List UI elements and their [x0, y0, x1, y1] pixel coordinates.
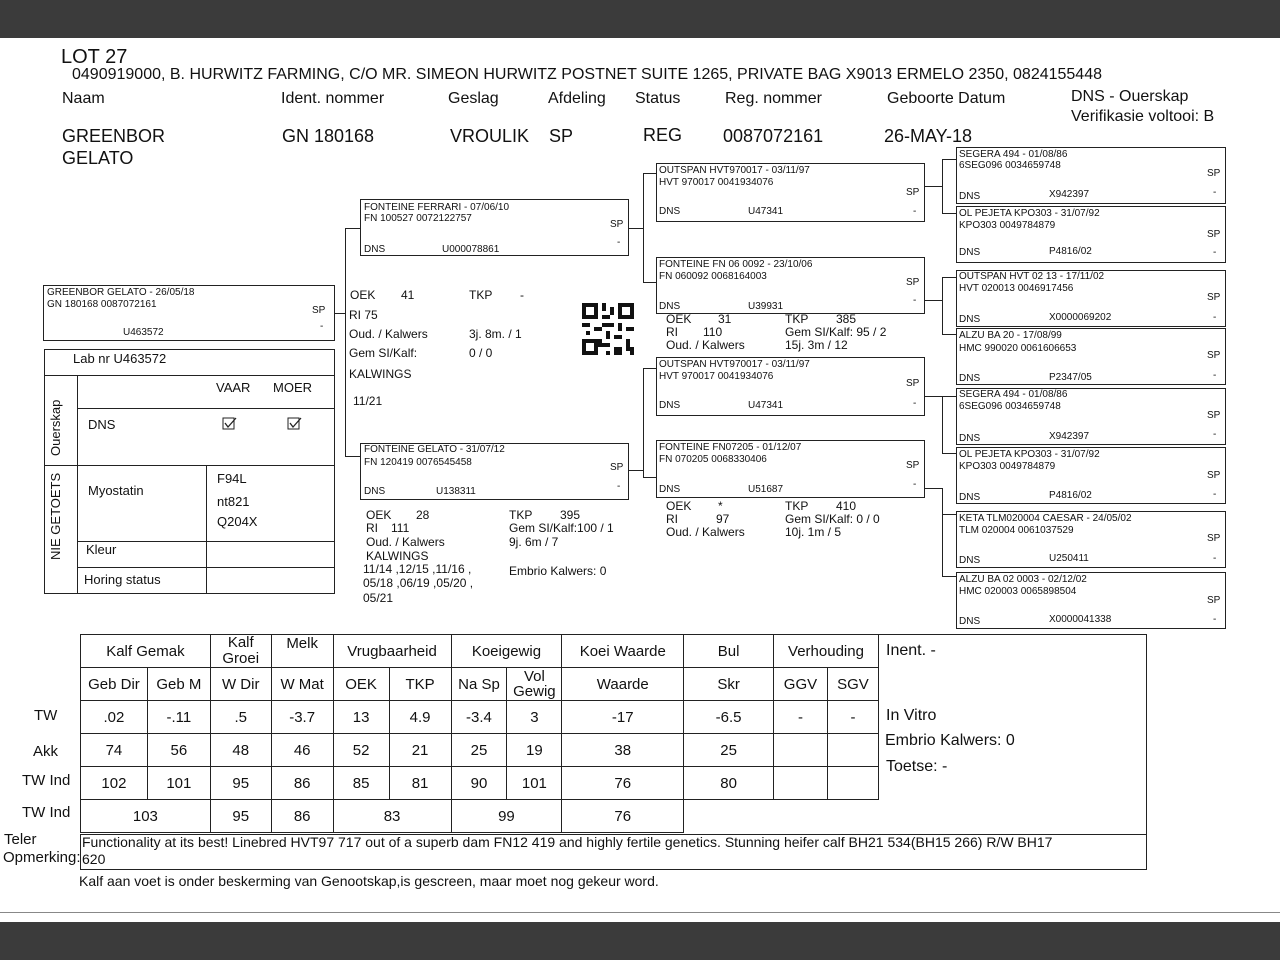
animal-geslag: VROULIK	[450, 126, 530, 146]
ggp-card-2	[956, 206, 1226, 263]
ggp-4-dash: -	[1213, 370, 1217, 381]
group-kalf-groei: Kalf Groei	[210, 635, 271, 668]
ggp-3-dns: DNS	[959, 314, 981, 325]
ggp-1-sp: SP	[1207, 168, 1221, 179]
myostatin-q204x: Q204X	[217, 514, 258, 529]
subject-oud-label: Oud. / Kalwers	[349, 327, 428, 341]
dam-oud-value: 9j. 6m / 7	[509, 535, 559, 549]
ggp-5-sp: SP	[1207, 410, 1221, 421]
dd-gem: Gem SI/Kalf: 0 / 0	[785, 512, 880, 526]
subject-kalwings-list: 11/21	[353, 394, 383, 408]
gp-ds-title: OUTSPAN HVT970017 - 03/11/97	[659, 359, 810, 370]
remarks-text-line2: 620	[82, 851, 106, 867]
lab-number: Lab nr U463572	[73, 351, 167, 366]
grandparent-card-ds	[656, 357, 925, 416]
ggp-1-dns: DNS	[959, 191, 981, 202]
ggp-7-dash: -	[1213, 553, 1217, 564]
grandparent-card-ss	[656, 163, 925, 222]
ggp-1-code: X942397	[1049, 189, 1090, 200]
tw-skr: -6.5	[684, 701, 774, 734]
dam-id: FN 120419 0076545458	[364, 457, 472, 468]
table-row-twind	[81, 767, 879, 800]
header-geslag: Geslag	[448, 90, 499, 107]
remarks-label-teler: Teler	[4, 831, 37, 848]
subject-oek-label: OEK	[350, 288, 376, 302]
lab-vaar: VAAR	[216, 380, 251, 395]
akk-sgv	[827, 734, 878, 767]
lab-moer: MOER	[273, 380, 312, 395]
lab-ouerskap: Ouerskap	[48, 399, 63, 456]
ggp-8-dns: DNS	[959, 616, 981, 627]
sub-vol-gewig: Vol Gewig	[507, 668, 562, 701]
dam-dash: -	[617, 481, 621, 492]
side-embrio: Embrio Kalwers: 0	[885, 732, 1015, 749]
ggp-card-6	[956, 447, 1226, 504]
akk-skr: 25	[684, 734, 774, 767]
gp-sd-id: FN 060092 0068164003	[659, 271, 767, 282]
gp-dd-code: U51687	[748, 484, 784, 495]
animal-ident: GN 180168	[282, 126, 375, 146]
sub-na-sp: Na Sp	[451, 668, 507, 701]
subject-gem-label: Gem SI/Kalf:	[349, 346, 418, 360]
ggp-6-id: KPO303 0049784879	[959, 461, 1056, 472]
subject-card-sp: SP	[312, 305, 326, 316]
dd-oek-label: OEK	[666, 499, 692, 513]
twind-waarde: 76	[562, 767, 684, 800]
gp-dd-dns: DNS	[659, 484, 681, 495]
tw-tkp: 4.9	[389, 701, 451, 734]
gp-ss-code: U47341	[748, 206, 784, 217]
footer-divider	[0, 912, 1280, 913]
gp-ss-id: HVT 970017 0041934076	[659, 177, 774, 188]
ggp-card-3	[956, 270, 1226, 327]
ggp-2-code: P4816/02	[1049, 246, 1092, 257]
genetics-table	[80, 634, 879, 833]
header-dns: DNS - Ouerskap	[1071, 88, 1189, 105]
akk-geb-dir: 74	[81, 734, 148, 767]
twind2-vrugbaarheid: 83	[333, 800, 451, 833]
sire-dash: -	[617, 237, 621, 248]
sub-waarde: Waarde	[562, 668, 684, 701]
sd-ri-value: 110	[703, 325, 723, 339]
rowlabel-twind: TW Ind	[22, 772, 71, 789]
ggp-3-title: OUTSPAN HVT 02 13 - 17/11/02	[959, 271, 1105, 282]
gp-dd-id: FN 070205 0068330406	[659, 454, 767, 465]
sire-dns: DNS	[364, 244, 386, 255]
ggp-5-dash: -	[1213, 429, 1217, 440]
ggp-2-sp: SP	[1207, 229, 1221, 240]
ggp-card-4	[956, 328, 1226, 385]
sd-tkp-value: 385	[836, 312, 857, 326]
subject-card-dash: -	[320, 321, 324, 332]
ggp-7-sp: SP	[1207, 533, 1221, 544]
dd-oud-label: Oud. / Kalwers	[666, 525, 745, 539]
sd-oud-label: Oud. / Kalwers	[666, 338, 745, 352]
animal-afdeling: SP	[549, 126, 574, 146]
ggp-6-title: OL PEJETA KPO303 - 31/07/92	[959, 449, 1100, 460]
dd-ri-label: RI	[666, 512, 678, 526]
sire-card	[360, 199, 629, 256]
dam-kalwings-label: KALWINGS	[366, 549, 429, 563]
twind-w-dir: 95	[210, 767, 271, 800]
tw-oek: 13	[333, 701, 389, 734]
dd-tkp-value: 410	[836, 499, 857, 513]
dam-tkp-value: 395	[560, 508, 581, 522]
rowlabel-akk: Akk	[33, 743, 59, 760]
lab-dns: DNS	[88, 417, 116, 432]
twind-sgv	[827, 767, 878, 800]
ggp-4-code: P2347/05	[1049, 372, 1092, 383]
sire-sp: SP	[610, 219, 624, 230]
header-naam: Naam	[62, 90, 105, 107]
header-status: Status	[635, 90, 681, 107]
header-reg: Reg. nommer	[725, 90, 822, 107]
sire-id: FN 100527 0072122757	[364, 213, 472, 224]
gp-ds-id: HVT 970017 0041934076	[659, 371, 774, 382]
sd-gem: Gem SI/Kalf: 95 / 2	[785, 325, 887, 339]
dd-oek-value: *	[718, 499, 723, 513]
sub-oek: OEK	[333, 668, 389, 701]
ggp-1-title: SEGERA 494 - 01/08/86	[959, 149, 1068, 160]
subject-card	[43, 285, 335, 341]
side-inent: Inent. -	[886, 642, 936, 659]
sd-ri-label: RI	[666, 325, 678, 339]
ggp-7-id: TLM 020004 0061037529	[959, 525, 1074, 536]
lab-nie-getoets: NIE GETOETS	[48, 472, 63, 560]
akk-ggv	[773, 734, 827, 767]
akk-tkp: 21	[389, 734, 451, 767]
header-ident: Ident. nommer	[281, 90, 385, 107]
tw-w-dir: .5	[210, 701, 271, 734]
gp-ss-title: OUTSPAN HVT970017 - 03/11/97	[659, 165, 810, 176]
ggp-6-sp: SP	[1207, 470, 1221, 481]
ggp-2-title: OL PEJETA KPO303 - 31/07/92	[959, 208, 1100, 219]
lot-number: LOT 27	[61, 46, 128, 68]
ggp-8-sp: SP	[1207, 595, 1221, 606]
ggp-4-sp: SP	[1207, 350, 1221, 361]
dam-embrio: Embrio Kalwers: 0	[509, 564, 607, 578]
twind-skr: 80	[684, 767, 774, 800]
subject-tkp-label: TKP	[469, 288, 493, 302]
grandparent-card-sd	[656, 257, 925, 314]
ggp-6-code: P4816/02	[1049, 490, 1092, 501]
lab-horing: Horing status	[84, 572, 161, 587]
dam-code: U138311	[436, 486, 476, 497]
subject-card-code: U463572	[123, 327, 164, 338]
gp-sd-dash: -	[913, 295, 917, 306]
vaar-check-icon	[222, 417, 238, 431]
myostatin-f94l: F94L	[217, 471, 247, 486]
gp-dd-title: FONTEINE FN07205 - 01/12/07	[659, 442, 802, 453]
header-geboorte: Geboorte Datum	[887, 90, 1006, 107]
remarks-text-line1: Functionality at its best! Linebred HVT97 717 out of a superb dam FN12 419 and highly fertile genetics. Stunning heifer calf BH21 534(BH15 266) R/W BH17	[82, 834, 1053, 850]
ggp-6-dash: -	[1213, 489, 1217, 500]
dam-ri-value: 111	[391, 521, 410, 535]
sub-w-mat: W Mat	[271, 668, 333, 701]
dam-kalwings-line2: 05/18 ,06/19 ,05/20 ,	[363, 576, 474, 590]
tw-sgv: -	[827, 701, 878, 734]
twind-geb-m: 101	[147, 767, 210, 800]
tw-w-mat: -3.7	[271, 701, 333, 734]
ggp-4-dns: DNS	[959, 373, 981, 384]
twind-vol-gewig: 101	[507, 767, 562, 800]
side-in-vitro: In Vitro	[886, 707, 937, 724]
group-kalf-gemak: Kalf Gemak	[81, 635, 211, 668]
subject-gem-value: 0 / 0	[469, 346, 493, 360]
rowlabel-twind-2: TW Ind	[22, 804, 71, 821]
sub-ggv: GGV	[773, 668, 827, 701]
sire-code: U000078861	[442, 244, 500, 255]
akk-waarde: 38	[562, 734, 684, 767]
sub-tkp: TKP	[389, 668, 451, 701]
group-verhouding: Verhouding	[773, 635, 878, 668]
ggp-5-id: 6SEG096 0034659748	[959, 401, 1061, 412]
twind-geb-dir: 102	[81, 767, 148, 800]
subject-card-title: GREENBOR GELATO - 26/05/18	[47, 287, 195, 298]
ggp-8-id: HMC 020003 0065898504	[959, 586, 1077, 597]
ggp-1-dash: -	[1213, 187, 1217, 198]
animal-name-line1: GREENBOR	[62, 126, 166, 146]
header-afdeling: Afdeling	[548, 90, 606, 107]
akk-vol-gewig: 19	[507, 734, 562, 767]
top-bar	[0, 0, 1280, 38]
ggp-5-dns: DNS	[959, 433, 981, 444]
dam-oek-label: OEK	[366, 508, 392, 522]
ggp-4-title: ALZU BA 20 - 17/08/99	[959, 330, 1062, 341]
twind-tkp: 81	[389, 767, 451, 800]
gp-ds-sp: SP	[906, 378, 920, 389]
twind2-koei-waarde: 76	[562, 800, 684, 833]
group-koei-waarde: Koei Waarde	[562, 635, 684, 668]
lab-kleur: Kleur	[86, 542, 117, 557]
group-bul: Bul	[684, 635, 774, 668]
tw-geb-dir: .02	[81, 701, 148, 734]
footer-note: Kalf aan voet is onder beskerming van Genootskap,is gescreen, maar moet nog gekeur word.	[79, 873, 659, 889]
akk-oek: 52	[333, 734, 389, 767]
dam-kalwings-line1: 11/14 ,12/15 ,11/16 ,	[363, 562, 472, 576]
gp-dd-dash: -	[913, 479, 917, 490]
dam-tkp-label: TKP	[509, 508, 533, 522]
sub-geb-m: Geb M	[147, 668, 210, 701]
header-verifikasie: Verifikasie voltooi: B	[1071, 108, 1215, 125]
owner-line: 0490919000, B. HURWITZ FARMING, C/O MR. SIMEON HURWITZ POSTNET SUITE 1265, PRIVATE BAG X9013 ERMELO 2350, 0824155448	[72, 66, 1102, 83]
subject-tkp-value: -	[520, 288, 524, 302]
dam-card	[360, 443, 629, 500]
dam-oek-value: 28	[416, 508, 430, 522]
twind2-melk: 86	[271, 800, 333, 833]
bottom-bar	[0, 922, 1280, 960]
tw-na-sp: -3.4	[451, 701, 507, 734]
gp-ss-dash: -	[913, 206, 917, 217]
akk-w-dir: 48	[210, 734, 271, 767]
animal-name-line2: GELATO	[62, 148, 134, 168]
sub-w-dir: W Dir	[210, 668, 271, 701]
tw-geb-m: -.11	[147, 701, 210, 734]
ggp-8-title: ALZU BA 02 0003 - 02/12/02	[959, 574, 1087, 585]
gp-ds-code: U47341	[748, 400, 784, 411]
twind-na-sp: 90	[451, 767, 507, 800]
subject-oek-value: 41	[401, 288, 415, 302]
ggp-5-code: X942397	[1049, 431, 1090, 442]
tw-vol-gewig: 3	[507, 701, 562, 734]
moer-check-icon	[287, 417, 303, 431]
sd-oud-value: 15j. 3m / 12	[785, 338, 848, 352]
ggp-1-id: 6SEG096 0034659748	[959, 160, 1061, 171]
ggp-card-8	[956, 572, 1226, 629]
qr-code-icon	[582, 303, 634, 355]
gp-ss-sp: SP	[906, 187, 920, 198]
grandparent-card-dd	[656, 440, 925, 498]
subject-ri: RI 75	[349, 308, 378, 322]
dam-gem: Gem SI/Kalf:100 / 1	[509, 521, 614, 535]
twind-oek: 85	[333, 767, 389, 800]
dam-dns: DNS	[364, 486, 386, 497]
ggp-3-sp: SP	[1207, 292, 1221, 303]
rowlabel-tw: TW	[34, 707, 58, 724]
ggp-3-dash: -	[1213, 312, 1217, 323]
table-row-twind-2	[81, 800, 879, 833]
dam-kalwings-line3: 05/21	[363, 591, 394, 605]
gp-sd-code: U39931	[748, 301, 784, 312]
ggp-8-dash: -	[1213, 614, 1217, 625]
animal-status: REG	[643, 125, 683, 145]
ggp-7-code: U250411	[1049, 553, 1089, 564]
table-row-tw	[81, 701, 879, 734]
gp-sd-dns: DNS	[659, 301, 681, 312]
ggp-card-7	[956, 511, 1226, 568]
ggp-card-5	[956, 388, 1226, 445]
lab-myostatin: Myostatin	[88, 483, 144, 498]
gp-sd-title: FONTEINE FN 06 0092 - 23/10/06	[659, 259, 813, 270]
twind2-kalf-gemak: 103	[81, 800, 211, 833]
ggp-7-dns: DNS	[959, 555, 981, 566]
ggp-7-title: KETA TLM020004 CAESAR - 24/05/02	[959, 513, 1132, 524]
akk-na-sp: 25	[451, 734, 507, 767]
ggp-2-dns: DNS	[959, 247, 981, 258]
ggp-4-id: HMC 990020 0061606653	[959, 343, 1077, 354]
subject-card-id: GN 180168 0087072161	[47, 299, 157, 310]
twind2-koeigewig: 99	[451, 800, 562, 833]
side-toetse: Toetse: -	[886, 758, 948, 775]
dd-tkp-label: TKP	[785, 499, 809, 513]
gp-ds-dash: -	[913, 398, 917, 409]
tw-ggv: -	[773, 701, 827, 734]
dd-ri-value: 97	[716, 512, 730, 526]
sub-sgv: SGV	[827, 668, 878, 701]
myostatin-nt821: nt821	[217, 494, 250, 509]
akk-geb-m: 56	[147, 734, 210, 767]
group-vrugbaarheid: Vrugbaarheid	[333, 635, 451, 668]
group-koeigewig: Koeigewig	[451, 635, 562, 668]
sire-title: FONTEINE FERRARI - 07/06/10	[364, 202, 510, 213]
ggp-card-1	[956, 147, 1226, 204]
ggp-2-dash: -	[1213, 247, 1217, 258]
subject-kalwings-label: KALWINGS	[349, 367, 412, 381]
ggp-3-id: HVT 020013 0046917456	[959, 283, 1074, 294]
twind-w-mat: 86	[271, 767, 333, 800]
animal-reg: 0087072161	[723, 126, 824, 146]
twind-ggv	[773, 767, 827, 800]
dam-oud-label: Oud. / Kalwers	[366, 535, 445, 549]
ggp-3-code: X0000069202	[1049, 312, 1112, 323]
table-row-akk	[81, 734, 879, 767]
ggp-2-id: KPO303 0049784879	[959, 220, 1056, 231]
twind2-kalf-groei: 95	[210, 800, 271, 833]
gp-ss-dns: DNS	[659, 206, 681, 217]
animal-dob: 26-MAY-18	[884, 126, 973, 146]
ggp-8-code: X0000041338	[1049, 614, 1112, 625]
sd-oek-value: 31	[718, 312, 732, 326]
ggp-6-dns: DNS	[959, 492, 981, 503]
gp-dd-sp: SP	[906, 460, 920, 471]
ggp-5-title: SEGERA 494 - 01/08/86	[959, 389, 1068, 400]
tw-waarde: -17	[562, 701, 684, 734]
sub-geb-dir: Geb Dir	[81, 668, 148, 701]
dam-title: FONTEINE GELATO - 31/07/12	[364, 444, 505, 455]
akk-w-mat: 46	[271, 734, 333, 767]
gp-ds-dns: DNS	[659, 400, 681, 411]
group-melk: Melk	[271, 635, 333, 668]
remarks-label-opmerking: Opmerking:	[3, 849, 81, 866]
subject-oud-value: 3j. 8m. / 1	[469, 327, 522, 341]
dam-ri-label: RI	[366, 521, 378, 535]
twind2-empty	[684, 800, 879, 833]
dd-oud-value: 10j. 1m / 5	[785, 525, 842, 539]
sd-oek-label: OEK	[666, 312, 692, 326]
dam-sp: SP	[610, 462, 624, 473]
sub-skr: Skr	[684, 668, 774, 701]
sd-tkp-label: TKP	[785, 312, 809, 326]
gp-sd-sp: SP	[906, 277, 920, 288]
